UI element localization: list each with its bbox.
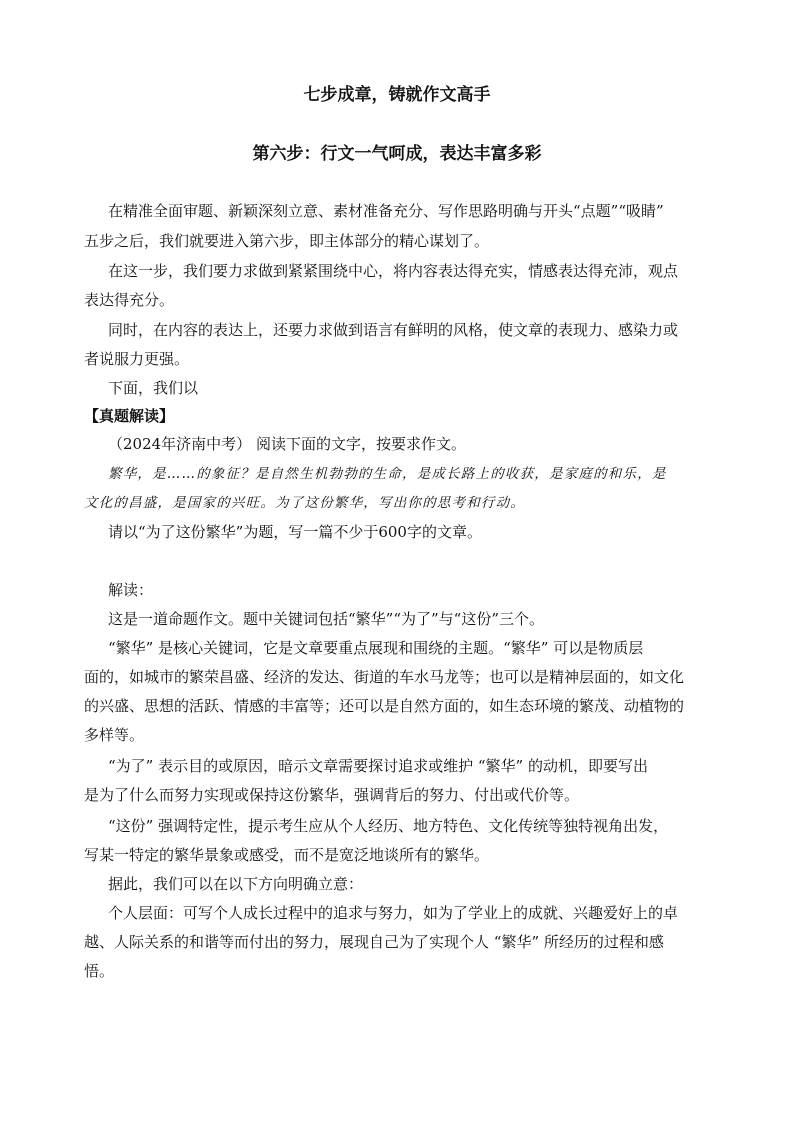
analysis-line-9: 写某一特定的繁华景象或感受，而不是宽泛地谈所有的繁华。 — [84, 846, 490, 864]
prompt-quote-line-2: 文化的昌盛，是国家的兴旺。为了这份繁华，写出你的思考和行动。 — [84, 495, 525, 511]
analysis-line-13: 悟。 — [84, 962, 115, 980]
analysis-line-12: 越、人际关系的和谐等而付出的努力，展现自己为了实现个人 “繁华” 所经历的过程和感 — [84, 933, 664, 951]
prompt-quote-line-1: 繁华，是……的象征？是自然生机勃勃的生命，是成长路上的收获，是家庭的和乐，是 — [108, 466, 667, 482]
writing-task: 请以“为了这份繁华”为题，写一篇不少于600字的文章。 — [108, 523, 482, 541]
analysis-line-2: “繁华” 是核心关键词，它是文章要重点展现和围绕的主题。“繁华” 可以是物质层 — [108, 639, 644, 657]
exam-source: （2024年济南中考） 阅读下面的文字，按要求作文。 — [108, 435, 466, 453]
analysis-line-8: “这份” 强调特定性，提示考生应从个人经历、地方特色、文化传统等独特视角出发， — [108, 817, 669, 835]
intro-paragraph-3-line-1: 同时，在内容的表达上，还要力求做到语言有鲜明的风格，使文章的表现力、感染力或 — [108, 321, 679, 339]
analysis-line-6: “为了” 表示目的或原因，暗示文章需要探讨追求或维护 “繁华” 的动机，即要写出 — [108, 757, 648, 775]
intro-paragraph-1-line-2: 五步之后，我们就要进入第六步，即主体部分的精心谋划了。 — [84, 232, 490, 250]
intro-paragraph-2-line-1: 在这一步，我们要力求做到紧紧围绕中心，将内容表达得充实，情感表达得充沛，观点 — [108, 262, 679, 280]
intro-paragraph-3-line-2: 者说服力更强。 — [84, 350, 190, 368]
intro-paragraph-4: 下面，我们以 — [108, 379, 199, 397]
intro-paragraph-2-line-2: 表达得充分。 — [84, 291, 175, 309]
analysis-line-11: 个人层面：可写个人成长过程中的追求与努力，如为了学业上的成就、兴趣爱好上的卓 — [108, 904, 679, 922]
document-subtitle: 第六步：行文一气呵成，表达丰富多彩 — [252, 144, 542, 164]
analysis-label: 解读： — [108, 581, 154, 599]
analysis-line-3: 面的，如城市的繁荣昌盛、经济的发达、街道的车水马龙等；也可以是精神层面的，如文化 — [84, 668, 685, 686]
analysis-line-5: 多样等。 — [84, 726, 145, 744]
document-title: 七步成章，铸就作文高手 — [303, 85, 491, 105]
section-heading: 【真题解读】 — [84, 407, 175, 425]
analysis-line-7: 是为了什么而努力实现或保持这份繁华，强调背后的努力、付出或代价等。 — [84, 786, 580, 804]
analysis-line-1: 这是一道命题作文。题中关键词包括“繁华”“为了”与“这份”三个。 — [108, 610, 545, 628]
analysis-line-4: 的兴盛、思想的活跃、情感的丰富等；还可以是自然方面的，如生态环境的繁茂、动植物的 — [84, 697, 685, 715]
analysis-line-10: 据此，我们可以在以下方向明确立意： — [108, 875, 364, 893]
intro-paragraph-1-line-1: 在精准全面审题、新颖深刻立意、素材准备充分、写作思路明确与开头“点题”“吸睛” — [108, 202, 664, 220]
